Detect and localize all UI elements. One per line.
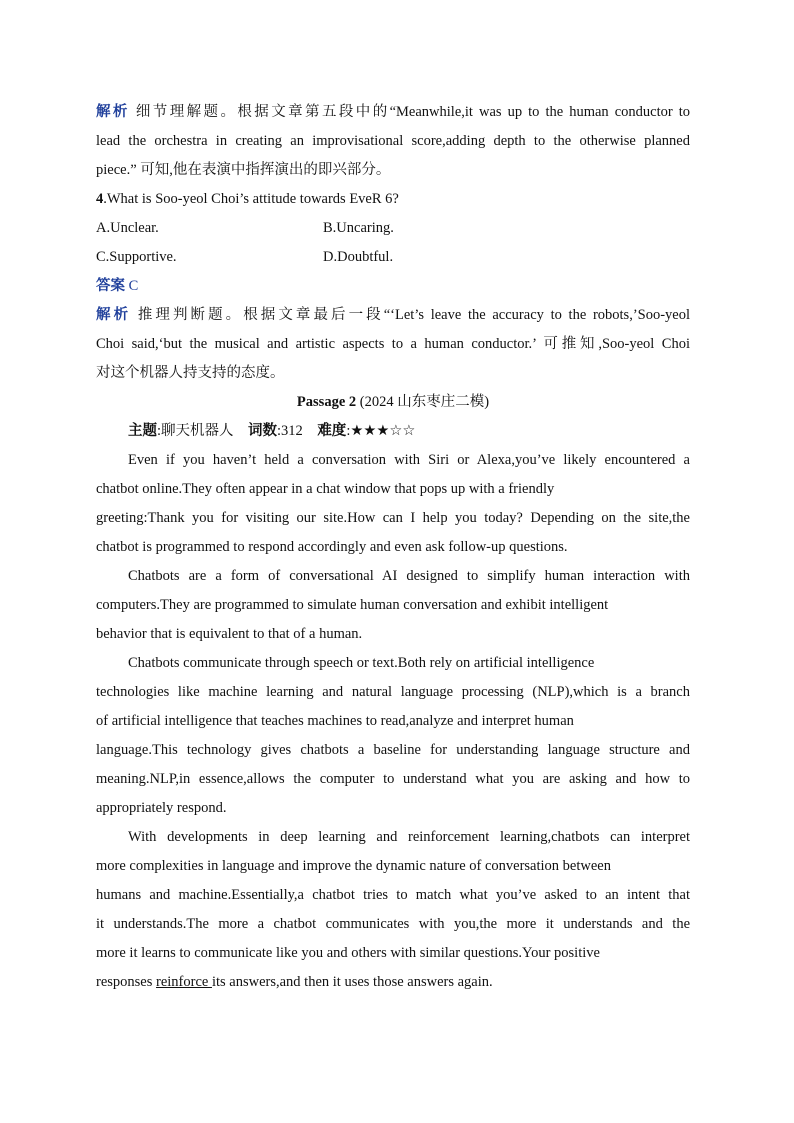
analysis-label: 解析 bbox=[96, 307, 132, 323]
analysis3-line-2: lead the orchestra in creating an improvisational score,adding depth to the otherwise planned bbox=[96, 133, 690, 149]
underlined-word: reinforce bbox=[156, 974, 212, 990]
difficulty-stars: :★★★☆☆ bbox=[346, 423, 416, 439]
document-content bbox=[96, 98, 690, 997]
difficulty-label: 难度 bbox=[317, 423, 347, 439]
analysis4-line-1: 解析 推理判断题。根据文章最后一段“‘Let’s leave the accuracy to the robots,’Soo-yeol bbox=[96, 307, 691, 323]
topic-label: 主题 bbox=[128, 423, 157, 439]
option-a: A.Unclear. bbox=[96, 220, 159, 236]
p2-line-2: computers.They are programmed to simulate human conversation and exhibit intelligent bbox=[96, 597, 609, 613]
option-b: B.Uncaring. bbox=[323, 220, 394, 236]
analysis4-line-2: Choi said,‘but the musical and artistic aspects to a human conductor.’ 可推知,Soo-yeol Choi bbox=[96, 336, 690, 352]
analysis4-line-3: 对这个机器人持支持的态度。 bbox=[96, 365, 285, 381]
question4-options-row-2 bbox=[96, 243, 690, 272]
analysis3-line-1: 解析 细节理解题。根据文章第五段中的“Meanwhile,it was up to the human conductor to bbox=[96, 104, 690, 120]
p2-line-3: behavior that is equivalent to that of a human. bbox=[96, 626, 363, 642]
answer-label: 答案 bbox=[96, 278, 125, 294]
word-count-value: :312 bbox=[277, 423, 303, 439]
p3-line-1: Chatbots communicate through speech or text.Both rely on artificial intelligence bbox=[128, 655, 595, 671]
p4-line-6: responses reinforce its answers,and then it uses those answers again. bbox=[96, 974, 493, 990]
p3-line-4: language.This technology gives chatbots a baseline for understanding language structure and bbox=[96, 742, 690, 758]
answer-value: C bbox=[125, 278, 139, 294]
question4-options-row-1 bbox=[96, 214, 690, 243]
p1-line-1: Even if you haven’t held a conversation with Siri or Alexa,you’ve likely encountered a bbox=[128, 452, 690, 468]
answer4 bbox=[96, 272, 690, 301]
p4-line-1: With developments in deep learning and reinforcement learning,chatbots can interpret bbox=[128, 829, 690, 845]
p4-line-4: it understands.The more a chatbot communicates with you,the more it understands and the bbox=[96, 916, 690, 932]
p3-line-2: technologies like machine learning and natural language processing (NLP),which is a branch bbox=[96, 684, 690, 700]
p1-line-2: chatbot online.They often appear in a chat window that pops up with a friendly bbox=[96, 481, 555, 497]
p1-line-4: chatbot is programmed to respond accordingly and even ask follow-up questions. bbox=[96, 539, 568, 555]
p1-line-3: greeting:Thank you for visiting our site.How can I help you today? Depending on the site,the bbox=[96, 510, 690, 526]
p3-line-5: meaning.NLP,in essence,allows the computer to understand what you are asking and how to bbox=[96, 771, 690, 787]
analysis3-line-3: piece.” 可知,他在表演中指挥演出的即兴部分。 bbox=[96, 162, 391, 178]
p4-line-5: more it learns to communicate like you and others with similar questions.Your positive bbox=[96, 945, 600, 961]
p3-line-3: of artificial intelligence that teaches machines to read,analyze and interpret human bbox=[96, 713, 574, 729]
word-count-label: 词数 bbox=[248, 423, 278, 439]
analysis-label: 解析 bbox=[96, 104, 130, 120]
p3-line-6: appropriately respond. bbox=[96, 800, 227, 816]
question4-stem: 4.What is Soo-yeol Choi’s attitude towards EveR 6? bbox=[96, 191, 399, 207]
question-number: 4 bbox=[96, 191, 104, 207]
p2-line-1: Chatbots are a form of conversational AI designed to simplify human interaction with bbox=[128, 568, 690, 584]
topic-value: :聊天机器人 bbox=[157, 423, 234, 439]
p4-line-2: more complexities in language and improve the dynamic nature of conversation between bbox=[96, 858, 611, 874]
passage-meta bbox=[96, 417, 690, 446]
passage-title: Passage 2 (2024 山东枣庄二模) bbox=[296, 394, 490, 410]
option-d: D.Doubtful. bbox=[323, 249, 394, 265]
p4-line-3: humans and machine.Essentially,a chatbot tries to match what you’ve asked to an intent that bbox=[96, 887, 690, 903]
option-c: C.Supportive. bbox=[96, 249, 177, 265]
